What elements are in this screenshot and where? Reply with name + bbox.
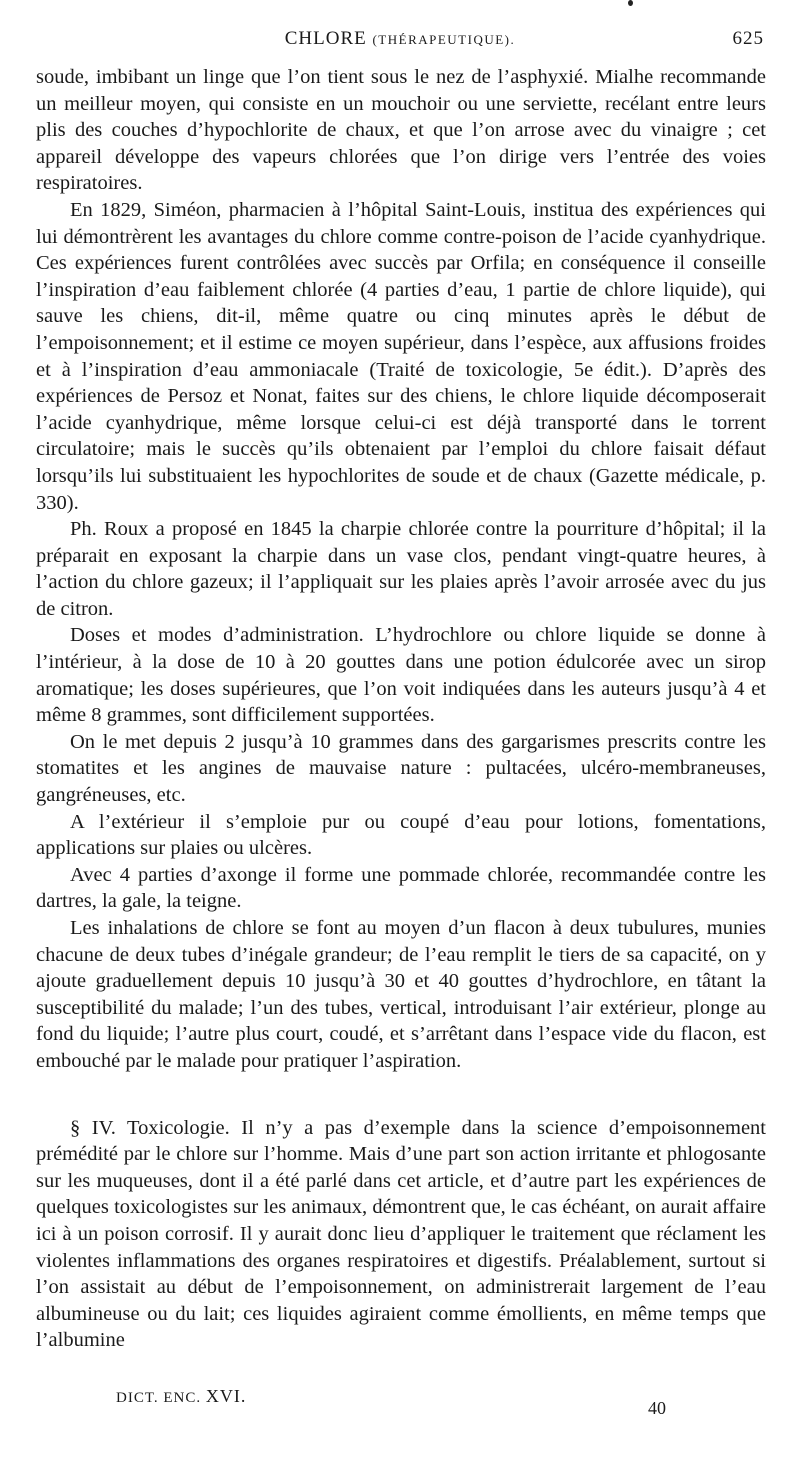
paragraph-6: A l’extérieur il s’emploie pur ou coupé d’eau pour lotions, fomentations, applications sur plaies ou ulcères. xyxy=(36,810,766,860)
paragraph-3: Ph. Roux a proposé en 1845 la charpie chlorée contre la pourriture d’hôpital; il la préparait en exposant la charpie dans un vase clos, pendant vingt-quatre heures, à l’action du chlore gazeux; il l’appliquait sur les plaies après l’avoir arrosée avec du jus de citron. xyxy=(36,518,766,620)
page-mark xyxy=(628,0,633,6)
page-body xyxy=(36,64,766,1354)
paragraph-1: soude, imbibant un linge que l’on tient sous le nez de l’asphyxié. Mialhe recommande un meilleur moyen, qui consiste en un mouchoir ou une serviette, recélant entre leurs plis des couches d’hypochlorite de chaux, et que l’on arrose avec du vinaigre ; cet appareil développe des vapeurs chlorées que l’on dirige vers l’entrée des voies respiratoires. xyxy=(36,66,766,195)
signature-label: DICT. ENC. xyxy=(116,1390,202,1406)
paragraph-toxicologie: § IV. Toxicologie. Il n’y a pas d’exemple dans la science d’empoisonnement prémédité par le chlore sur l’homme. Mais d’une part son action irritante et phlogosante sur les muqueuses, dont il a été parlé dans cet article, et d’autre part les expériences de quelques toxicologistes sur les animaux, démontrent que, le cas échéant, on aurait affaire ici à un poison corrosif. Il y aurait donc lieu d’appliquer le traitement que réclament les violentes inflammations des organes respiratoires et digestifs. Préalablement, surtout si l’on assistait au début de l’empoisonnement, on administrerait largement de l’eau albumineuse ou du lait; ces liquides agiraient comme émollients, en même temps que l’albumine xyxy=(36,1116,766,1352)
paragraph-8: Les inhalations de chlore se font au moyen d’un flacon à deux tubulures, munies chacune de deux tubes d’inégale grandeur; de l’eau remplit le tiers de sa capacité, on y ajoute graduellement depuis 10 jusqu’à 30 et 40 gouttes d’hydrochlore, en tâtant la susceptibilité du malade; l’un des tubes, vertical, introduisant l’air extérieur, plonge au fond du liquide; l’autre plus court, coudé, et s’arrêtant dans l’espace vide du flacon, est embouché par le malade pour pratiquer l’aspiration. xyxy=(36,917,766,1072)
signature-mark xyxy=(116,1386,246,1407)
paragraph-5: On le met depuis 2 jusqu’à 10 grammes dans des gargarismes prescrits contre les stomatites et les angines de mauvaise nature : pultacées, ulcéro-membraneuses, gangréneuses, etc. xyxy=(36,730,766,807)
signature-volume: XVI. xyxy=(205,1386,247,1406)
sheet-number: 40 xyxy=(648,1398,666,1418)
running-title xyxy=(36,28,764,50)
header-title: CHLORE xyxy=(284,28,367,49)
paragraph-2: En 1829, Siméon, pharmacien à l’hôpital Saint-Louis, institua des expériences qui lui démontrèrent les avantages du chlore comme contre-poison de l’acide cyanhydrique. Ces expériences furent contrôlées avec succès par Orfila; en conséquence il conseille l’inspiration d’eau faiblement chlorée (4 parties d’eau, 1 partie de chlore liquide), qui sauve les chiens, dit-il, même quatre ou cinq minutes après le début de l’empoisonnement; et il estime ce moyen supérieur, dans l’espèce, aux affusions froides et à l’inspiration d’eau ammoniacale (Traité de toxicologie, 5e édit.). D’après des expériences de Persoz et Nonat, faites sur des chiens, le chlore liquide décomposerait l’acide cyanhydrique, même lorsque celui-ci est déjà transporté dans le torrent circulatoire; mais le succès qu’ils obtenaient par l’emploi du chlore faisait défaut lorsqu’ils lui substituaient les hypochlorites de soude et de chaux (Gazette médicale, p. 330). xyxy=(36,198,766,514)
running-header xyxy=(36,28,764,58)
page-number: 625 xyxy=(732,28,764,49)
paragraph-4: Doses et modes d’administration. L’hydrochlore ou chlore liquide se donne à l’intérieur, à la dose de 10 à 20 gouttes dans une potion édulcorée avec un sirop aromatique; les doses supérieures, que l’on voit indiquées dans les auteurs jusqu’à 4 et même 8 grammes, sont difficilement supportées. xyxy=(36,624,766,727)
header-subtitle: (THÉRAPEUTIQUE). xyxy=(372,32,516,47)
page-footer xyxy=(36,1386,764,1426)
paragraph-7: Avec 4 parties d’axonge il forme une pommade chlorée, recommandée contre les dartres, la gale, la teigne. xyxy=(36,863,766,913)
